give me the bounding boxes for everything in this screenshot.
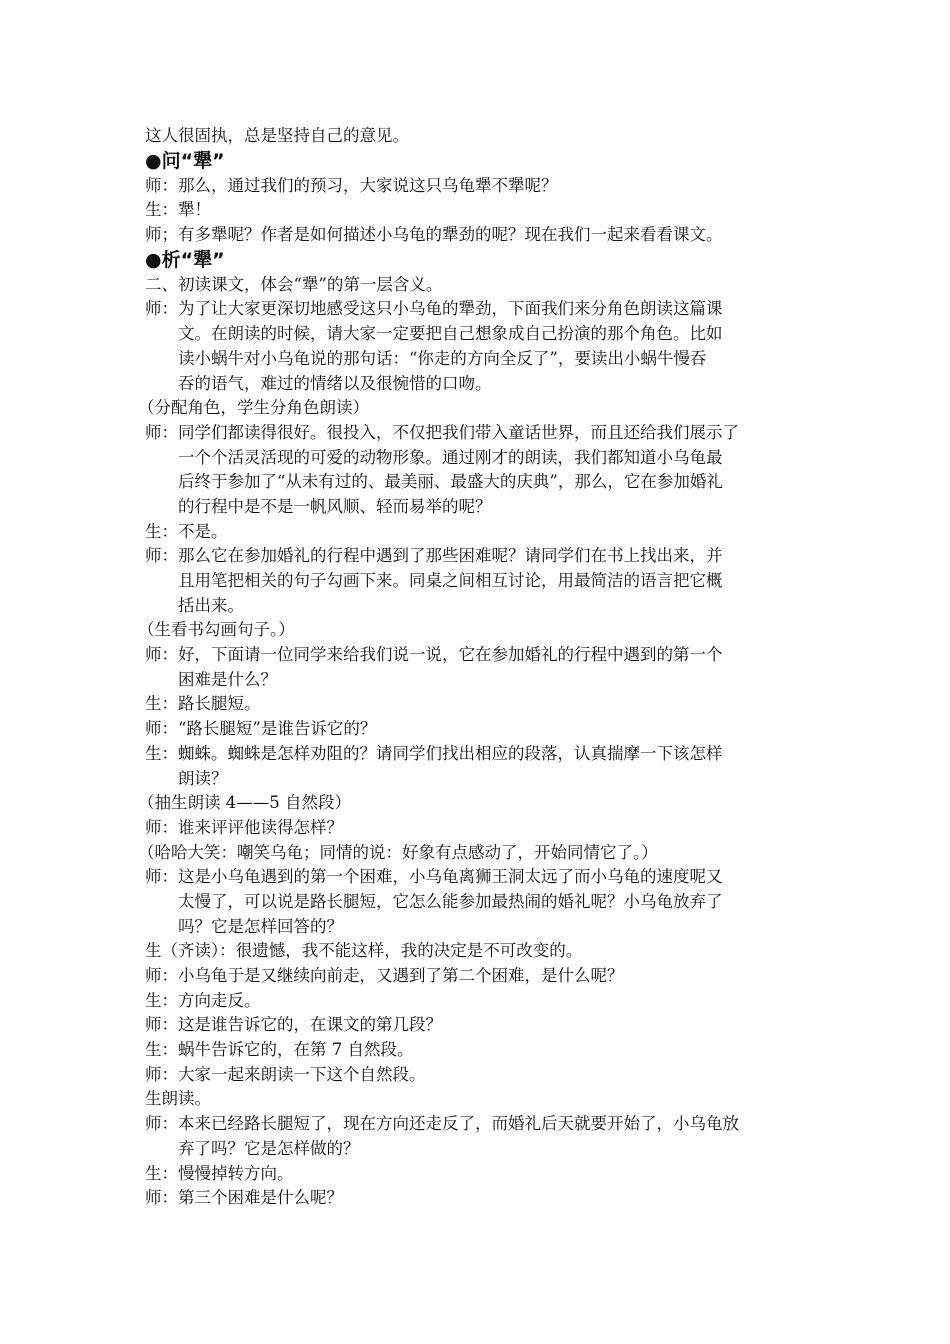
continuation-line: 的行程中是不是一帆风顺、轻而易举的呢？ [178,496,492,516]
text-line: 师：为了让大家更深切地感受这只小乌龟的犟劲，下面我们来分角色朗读这篇课 [145,299,723,319]
text-line: 生朗读。 [145,1089,211,1109]
continuation-line: 且用笔把相关的句子勾画下来。同桌之间相互讨论，用最简洁的语言把它概 [178,571,723,590]
text-line: 二、初读课文，体会“犟”的第一层含义。 [145,274,443,294]
text-line: 师：那么，通过我们的预习，大家说这只乌龟犟不犟呢？ [145,175,558,195]
continuation-line: 括出来。 [178,595,244,615]
text-line: 师：这是小乌龟遇到的第一个困难，小乌龟离狮王洞太远了而小乌龟的速度呢又 [145,867,723,887]
text-line: 师：同学们都读得很好。很投入，不仅把我们带入童话世界，而且还给我们展示了 [145,422,739,442]
text-line: 师：大家一起来朗读一下这个自然段。 [145,1064,426,1084]
section-heading-text: 问“犟” [161,149,225,172]
text-line: 这人很固执，总是坚持自己的意见。 [145,126,409,145]
bullet-icon: ● [145,248,162,271]
continuation-line: 吗？它是怎样回答的？ [178,916,343,936]
text-line: 生：路长腿短。 [145,694,261,714]
continuation-line: 吞的语气，难过的情绪以及很惋惜的口吻。 [178,373,492,393]
text-line: 生：犟！ [145,200,211,220]
continuation-line: 朗读？ [178,768,228,788]
stage-note: （抽生朗读 4——5 自然段） [138,793,351,813]
continuation-line: 文。在朗读的时候，请大家一定要把自己想象成自己扮演的那个角色。比如 [178,324,723,344]
continuation-line: 弃了吗？它是怎样做的？ [178,1138,360,1158]
text-line: 师：那么它在参加婚礼的行程中遇到了那些困难呢？请同学们在书上找出来，并 [145,546,723,566]
section-heading [145,149,810,174]
text-line: 生：方向走反。 [145,990,261,1010]
text-line: 师：本来已经路长腿短了，现在方向还走反了，而婚礼后天就要开始了，小乌龟放 [145,1114,739,1134]
text-line: 师：“路长腿短”是谁告诉它的？ [145,719,377,739]
section-heading [145,248,810,273]
continuation-line: 读小蜗牛对小乌龟说的那句话：“你走的方向全反了”，要读出小蜗牛慢吞 [178,348,707,368]
section-heading-text: 析“犟” [161,248,225,271]
text-line: 生：蜘蛛。蜘蛛是怎样劝阻的？请同学们找出相应的段落，认真揣摩一下该怎样 [145,743,723,763]
text-line: 师：谁来评评他读得怎样？ [145,817,343,837]
text-line: 师：好，下面请一位同学来给我们说一说，它在参加婚礼的行程中遇到的第一个 [145,645,723,665]
stage-note: （分配角色，学生分角色朗读） [138,398,369,418]
text-line: 生：蜗牛告诉它的，在第 7 自然段。 [145,1040,414,1060]
text-line: 生：慢慢掉转方向。 [145,1163,294,1183]
stage-note: （哈哈大笑：嘲笑乌龟；同情的说：好象有点感动了，开始同情它了。） [138,842,658,862]
text-line: 师：这是谁告诉它的，在课文的第几段？ [145,1015,442,1035]
text-line: 生（齐读）：很遗憾，我不能这样，我的决定是不可改变的。 [145,941,583,961]
text-line: 生：不是。 [145,521,228,541]
bullet-icon: ● [145,149,162,172]
text-line: 师：第三个困难是什么呢？ [145,1188,343,1208]
continuation-line: 太慢了，可以说是路长腿短，它怎么能参加最热闹的婚礼呢？小乌龟放弃了 [178,891,723,911]
text-line: 师：小乌龟于是又继续向前走，又遇到了第二个困难，是什么呢？ [145,966,624,985]
text-line: 师；有多犟呢？作者是如何描述小乌龟的犟劲的呢？现在我们一起来看看课文。 [145,225,723,245]
document-body [138,124,810,1211]
continuation-line: 困难是什么？ [178,669,277,689]
continuation-line: 一个个活灵活现的可爱的动物形象。通过刚才的朗读，我们都知道小乌龟最 [178,447,723,467]
continuation-line: 后终于参加了“从未有过的、最美丽、最盛大的庆典”，那么，它在参加婚礼 [178,472,723,492]
stage-note: （生看书勾画句子。） [138,620,295,640]
